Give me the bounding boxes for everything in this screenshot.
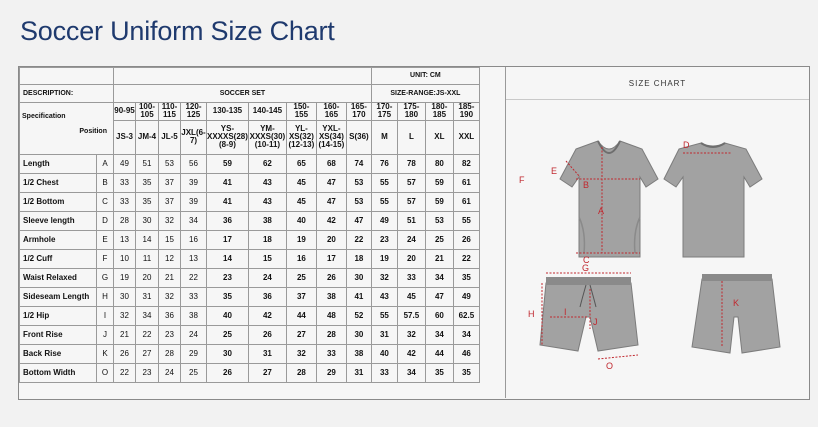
value-cell: 82 [453, 154, 479, 173]
value-cell: 41 [346, 287, 371, 306]
height-range-header: 140-145 [248, 103, 286, 121]
position-code: I [97, 306, 114, 325]
value-cell: 48 [316, 306, 346, 325]
value-cell: 34 [425, 268, 453, 287]
value-cell: 40 [207, 306, 249, 325]
value-cell: 37 [159, 173, 181, 192]
label-H: H [528, 309, 535, 319]
height-range-header: 130-135 [207, 103, 249, 121]
size-code-line: XXXS(30) [249, 132, 286, 142]
height-range-header: 180-185 [425, 103, 453, 121]
value-cell: 57 [397, 173, 425, 192]
jersey-front-illustration [560, 141, 658, 257]
value-cell: 28 [286, 363, 316, 382]
value-cell: 43 [248, 192, 286, 211]
value-cell: 15 [248, 249, 286, 268]
value-cell: 43 [248, 173, 286, 192]
value-cell: 31 [346, 363, 371, 382]
height-range-header: 170-175 [371, 103, 397, 121]
value-cell: 28 [316, 325, 346, 344]
size-code-header [136, 120, 159, 154]
size-code-line: YS- [220, 123, 235, 133]
value-cell: 26 [316, 268, 346, 287]
measurement-name: 1/2 Hip [20, 306, 97, 325]
value-cell: 53 [159, 154, 181, 173]
size-code-header [371, 120, 397, 154]
description-label: DESCRIPTION: [20, 85, 114, 103]
value-cell: 34 [453, 325, 479, 344]
measurement-name: Length [20, 154, 97, 173]
height-range-header: 165-170 [346, 103, 371, 121]
value-cell: 42 [316, 211, 346, 230]
blank-cell [20, 68, 114, 85]
value-cell: 35 [136, 173, 159, 192]
value-cell: 59 [425, 173, 453, 192]
value-cell: 18 [346, 249, 371, 268]
value-cell: 26 [453, 230, 479, 249]
value-cell: 47 [346, 211, 371, 230]
value-cell: 76 [371, 154, 397, 173]
position-code: J [97, 325, 114, 344]
position-code: D [97, 211, 114, 230]
position-code: G [97, 268, 114, 287]
value-cell: 47 [316, 173, 346, 192]
size-chart-title: SIZE CHART [628, 79, 687, 88]
value-cell: 11 [136, 249, 159, 268]
size-code-line: L [408, 132, 414, 142]
value-cell: 21 [425, 249, 453, 268]
size-code-line: XXL [458, 132, 475, 142]
value-cell: 62.5 [453, 306, 479, 325]
value-cell: 17 [207, 230, 249, 249]
size-code-line: (12-13) [288, 140, 315, 150]
value-cell: 23 [371, 230, 397, 249]
label-C: C [583, 255, 590, 265]
value-cell: 30 [207, 344, 249, 363]
value-cell: 45 [286, 173, 316, 192]
value-cell: 23 [159, 325, 181, 344]
value-cell: 47 [425, 287, 453, 306]
value-cell: 20 [397, 249, 425, 268]
value-cell: 27 [248, 363, 286, 382]
garment-diagram [506, 67, 809, 398]
value-cell: 21 [114, 325, 136, 344]
size-code-line: JM-4 [137, 132, 157, 142]
height-range-header: 110-115 [159, 103, 181, 121]
value-cell: 44 [425, 344, 453, 363]
value-cell: 23 [136, 363, 159, 382]
height-range-header: 185-190 [453, 103, 479, 121]
value-cell: 30 [346, 268, 371, 287]
value-cell: 33 [316, 344, 346, 363]
value-cell: 57 [397, 192, 425, 211]
value-cell: 40 [286, 211, 316, 230]
value-cell: 20 [136, 268, 159, 287]
value-cell: 55 [453, 211, 479, 230]
value-cell: 59 [425, 192, 453, 211]
size-code-line: JL-5 [161, 132, 178, 142]
value-cell: 25 [286, 268, 316, 287]
size-code-line: S(36) [349, 132, 369, 142]
value-cell: 27 [286, 325, 316, 344]
measurement-name: Bottom Width [20, 363, 97, 382]
value-cell: 44 [286, 306, 316, 325]
size-code-line: (14-15) [318, 140, 345, 150]
page-title: Soccer Uniform Size Chart [20, 16, 335, 46]
value-cell: 30 [114, 287, 136, 306]
value-cell: 43 [371, 287, 397, 306]
value-cell: 33 [371, 363, 397, 382]
position-code: O [97, 363, 114, 382]
measurement-name: Armhole [20, 230, 97, 249]
size-code-line: M [381, 132, 388, 142]
size-code-header [316, 120, 346, 154]
value-cell: 39 [181, 173, 207, 192]
value-cell: 31 [371, 325, 397, 344]
measurement-name: Sideseam Length [20, 287, 97, 306]
value-cell: 42 [397, 344, 425, 363]
value-cell: 37 [286, 287, 316, 306]
value-cell: 62 [248, 154, 286, 173]
value-cell: 29 [316, 363, 346, 382]
table-row [20, 230, 480, 249]
value-cell: 55 [371, 306, 397, 325]
value-cell: 49 [371, 211, 397, 230]
height-range-header: 120-125 [181, 103, 207, 121]
size-code-header [114, 120, 136, 154]
size-code-header [207, 120, 249, 154]
value-cell: 59 [207, 154, 249, 173]
shorts-back-illustration [692, 274, 780, 353]
value-cell: 53 [346, 192, 371, 211]
value-cell: 51 [136, 154, 159, 173]
value-cell: 13 [181, 249, 207, 268]
value-cell: 68 [316, 154, 346, 173]
size-code-line: JXL(6-7) [181, 127, 206, 146]
label-A: A [598, 206, 605, 216]
value-cell: 25 [425, 230, 453, 249]
soccer-set-label: SOCCER SET [114, 85, 372, 103]
value-cell: 36 [207, 211, 249, 230]
label-B: B [583, 180, 590, 190]
value-cell: 35 [453, 268, 479, 287]
table-row [20, 325, 480, 344]
measurement-name: Back Rise [20, 344, 97, 363]
height-range-header: 150-155 [286, 103, 316, 121]
value-cell: 31 [136, 287, 159, 306]
value-cell: 19 [371, 249, 397, 268]
value-cell: 38 [181, 306, 207, 325]
value-cell: 35 [453, 363, 479, 382]
value-cell: 30 [346, 325, 371, 344]
size-code-line: (8-9) [219, 140, 236, 150]
value-cell: 61 [453, 173, 479, 192]
label-K: K [733, 298, 740, 308]
height-range-header: 160-165 [316, 103, 346, 121]
position-code: K [97, 344, 114, 363]
table-row [20, 306, 480, 325]
label-D: D [683, 140, 690, 150]
value-cell: 24 [181, 325, 207, 344]
jersey-back-illustration [664, 143, 762, 257]
position-code: C [97, 192, 114, 211]
size-code-header [286, 120, 316, 154]
value-cell: 19 [286, 230, 316, 249]
value-cell: 34 [181, 211, 207, 230]
position-code: H [97, 287, 114, 306]
value-cell: 80 [425, 154, 453, 173]
measurement-name: Sleeve length [20, 211, 97, 230]
value-cell: 26 [114, 344, 136, 363]
value-cell: 35 [207, 287, 249, 306]
label-I: I [564, 307, 567, 317]
value-cell: 22 [181, 268, 207, 287]
position-code: E [97, 230, 114, 249]
value-cell: 23 [207, 268, 249, 287]
size-code-header [248, 120, 286, 154]
size-code-header [181, 120, 207, 154]
size-range-label: SIZE-RANGE:JS-XXL [371, 85, 479, 103]
label-E: E [551, 166, 558, 176]
value-cell: 78 [397, 154, 425, 173]
label-F: F [519, 175, 525, 185]
value-cell: 22 [346, 230, 371, 249]
value-cell: 33 [181, 287, 207, 306]
value-cell: 32 [159, 211, 181, 230]
value-cell: 37 [159, 192, 181, 211]
table-row [20, 154, 480, 173]
value-cell: 65 [286, 154, 316, 173]
table-row [20, 173, 480, 192]
height-range-header: 175-180 [397, 103, 425, 121]
value-cell: 33 [114, 173, 136, 192]
value-cell: 15 [159, 230, 181, 249]
label-G: G [582, 263, 590, 273]
value-cell: 28 [159, 344, 181, 363]
value-cell: 36 [159, 306, 181, 325]
position-code: A [97, 154, 114, 173]
shorts-front-illustration [540, 277, 638, 351]
value-cell: 60 [425, 306, 453, 325]
value-cell: 56 [181, 154, 207, 173]
value-cell: 38 [248, 211, 286, 230]
value-cell: 25 [207, 325, 249, 344]
value-cell: 13 [114, 230, 136, 249]
size-code-line: YM- [260, 123, 275, 133]
unit-label: UNIT: CM [371, 68, 479, 85]
measurement-name: 1/2 Bottom [20, 192, 97, 211]
height-range-header: 100-105 [136, 103, 159, 121]
value-cell: 74 [346, 154, 371, 173]
value-cell: 26 [207, 363, 249, 382]
value-cell: 32 [159, 287, 181, 306]
value-cell: 40 [371, 344, 397, 363]
size-code-header [159, 120, 181, 154]
table-row [20, 287, 480, 306]
value-cell: 39 [181, 192, 207, 211]
label-O: O [606, 361, 614, 371]
value-cell: 25 [181, 363, 207, 382]
size-chart-panel [505, 67, 809, 398]
value-cell: 16 [286, 249, 316, 268]
value-cell: 28 [114, 211, 136, 230]
value-cell: 33 [114, 192, 136, 211]
label-J: J [593, 317, 598, 327]
position-code: F [97, 249, 114, 268]
value-cell: 38 [316, 287, 346, 306]
value-cell: 57.5 [397, 306, 425, 325]
value-cell: 47 [316, 192, 346, 211]
table-row [20, 344, 480, 363]
value-cell: 22 [453, 249, 479, 268]
value-cell: 10 [114, 249, 136, 268]
size-code-line: XS(32) [288, 132, 314, 142]
value-cell: 35 [136, 192, 159, 211]
value-cell: 45 [286, 192, 316, 211]
size-code-header [346, 120, 371, 154]
size-code-header [425, 120, 453, 154]
measurement-name: 1/2 Chest [20, 173, 97, 192]
value-cell: 46 [453, 344, 479, 363]
value-cell: 32 [371, 268, 397, 287]
value-cell: 24 [159, 363, 181, 382]
value-cell: 53 [346, 173, 371, 192]
value-cell: 30 [136, 211, 159, 230]
value-cell: 55 [371, 173, 397, 192]
value-cell: 21 [159, 268, 181, 287]
value-cell: 34 [397, 363, 425, 382]
value-cell: 14 [136, 230, 159, 249]
size-code-line: XXXXS(28) [207, 132, 248, 142]
value-cell: 61 [453, 192, 479, 211]
size-code-line: YXL-XS(34) [318, 123, 344, 142]
table-row [20, 363, 480, 382]
value-cell: 38 [346, 344, 371, 363]
value-cell: 16 [181, 230, 207, 249]
table-row [20, 249, 480, 268]
table-row [20, 268, 480, 287]
measurement-name: 1/2 Cuff [20, 249, 97, 268]
value-cell: 41 [207, 173, 249, 192]
value-cell: 34 [136, 306, 159, 325]
value-cell: 26 [248, 325, 286, 344]
spec-label: Specification [22, 113, 66, 120]
value-cell: 27 [136, 344, 159, 363]
measurement-name: Waist Relaxed [20, 268, 97, 287]
value-cell: 29 [181, 344, 207, 363]
value-cell: 35 [425, 363, 453, 382]
size-code-header [453, 120, 479, 154]
blank-cell [114, 68, 372, 85]
value-cell: 32 [286, 344, 316, 363]
value-cell: 17 [316, 249, 346, 268]
value-cell: 55 [371, 192, 397, 211]
position-code: B [97, 173, 114, 192]
measurement-name: Front Rise [20, 325, 97, 344]
size-code-line: JS-3 [116, 132, 133, 142]
value-cell: 22 [114, 363, 136, 382]
size-table [19, 67, 480, 383]
value-cell: 49 [453, 287, 479, 306]
value-cell: 36 [248, 287, 286, 306]
value-cell: 42 [248, 306, 286, 325]
size-code-header [397, 120, 425, 154]
size-code-line: YL- [294, 123, 308, 133]
value-cell: 45 [397, 287, 425, 306]
table-row [20, 211, 480, 230]
value-cell: 22 [136, 325, 159, 344]
value-cell: 24 [248, 268, 286, 287]
size-code-line: XL [434, 132, 445, 142]
value-cell: 49 [114, 154, 136, 173]
value-cell: 53 [425, 211, 453, 230]
value-cell: 41 [207, 192, 249, 211]
spec-position-header [20, 103, 114, 155]
value-cell: 14 [207, 249, 249, 268]
size-code-line: (10-11) [254, 140, 281, 150]
value-cell: 32 [114, 306, 136, 325]
value-cell: 31 [248, 344, 286, 363]
value-cell: 24 [397, 230, 425, 249]
height-range-header: 90-95 [114, 103, 136, 121]
value-cell: 18 [248, 230, 286, 249]
value-cell: 52 [346, 306, 371, 325]
table-row [20, 192, 480, 211]
value-cell: 19 [114, 268, 136, 287]
value-cell: 32 [397, 325, 425, 344]
position-label: Position [79, 128, 107, 135]
value-cell: 12 [159, 249, 181, 268]
value-cell: 20 [316, 230, 346, 249]
value-cell: 51 [397, 211, 425, 230]
value-cell: 33 [397, 268, 425, 287]
value-cell: 34 [425, 325, 453, 344]
